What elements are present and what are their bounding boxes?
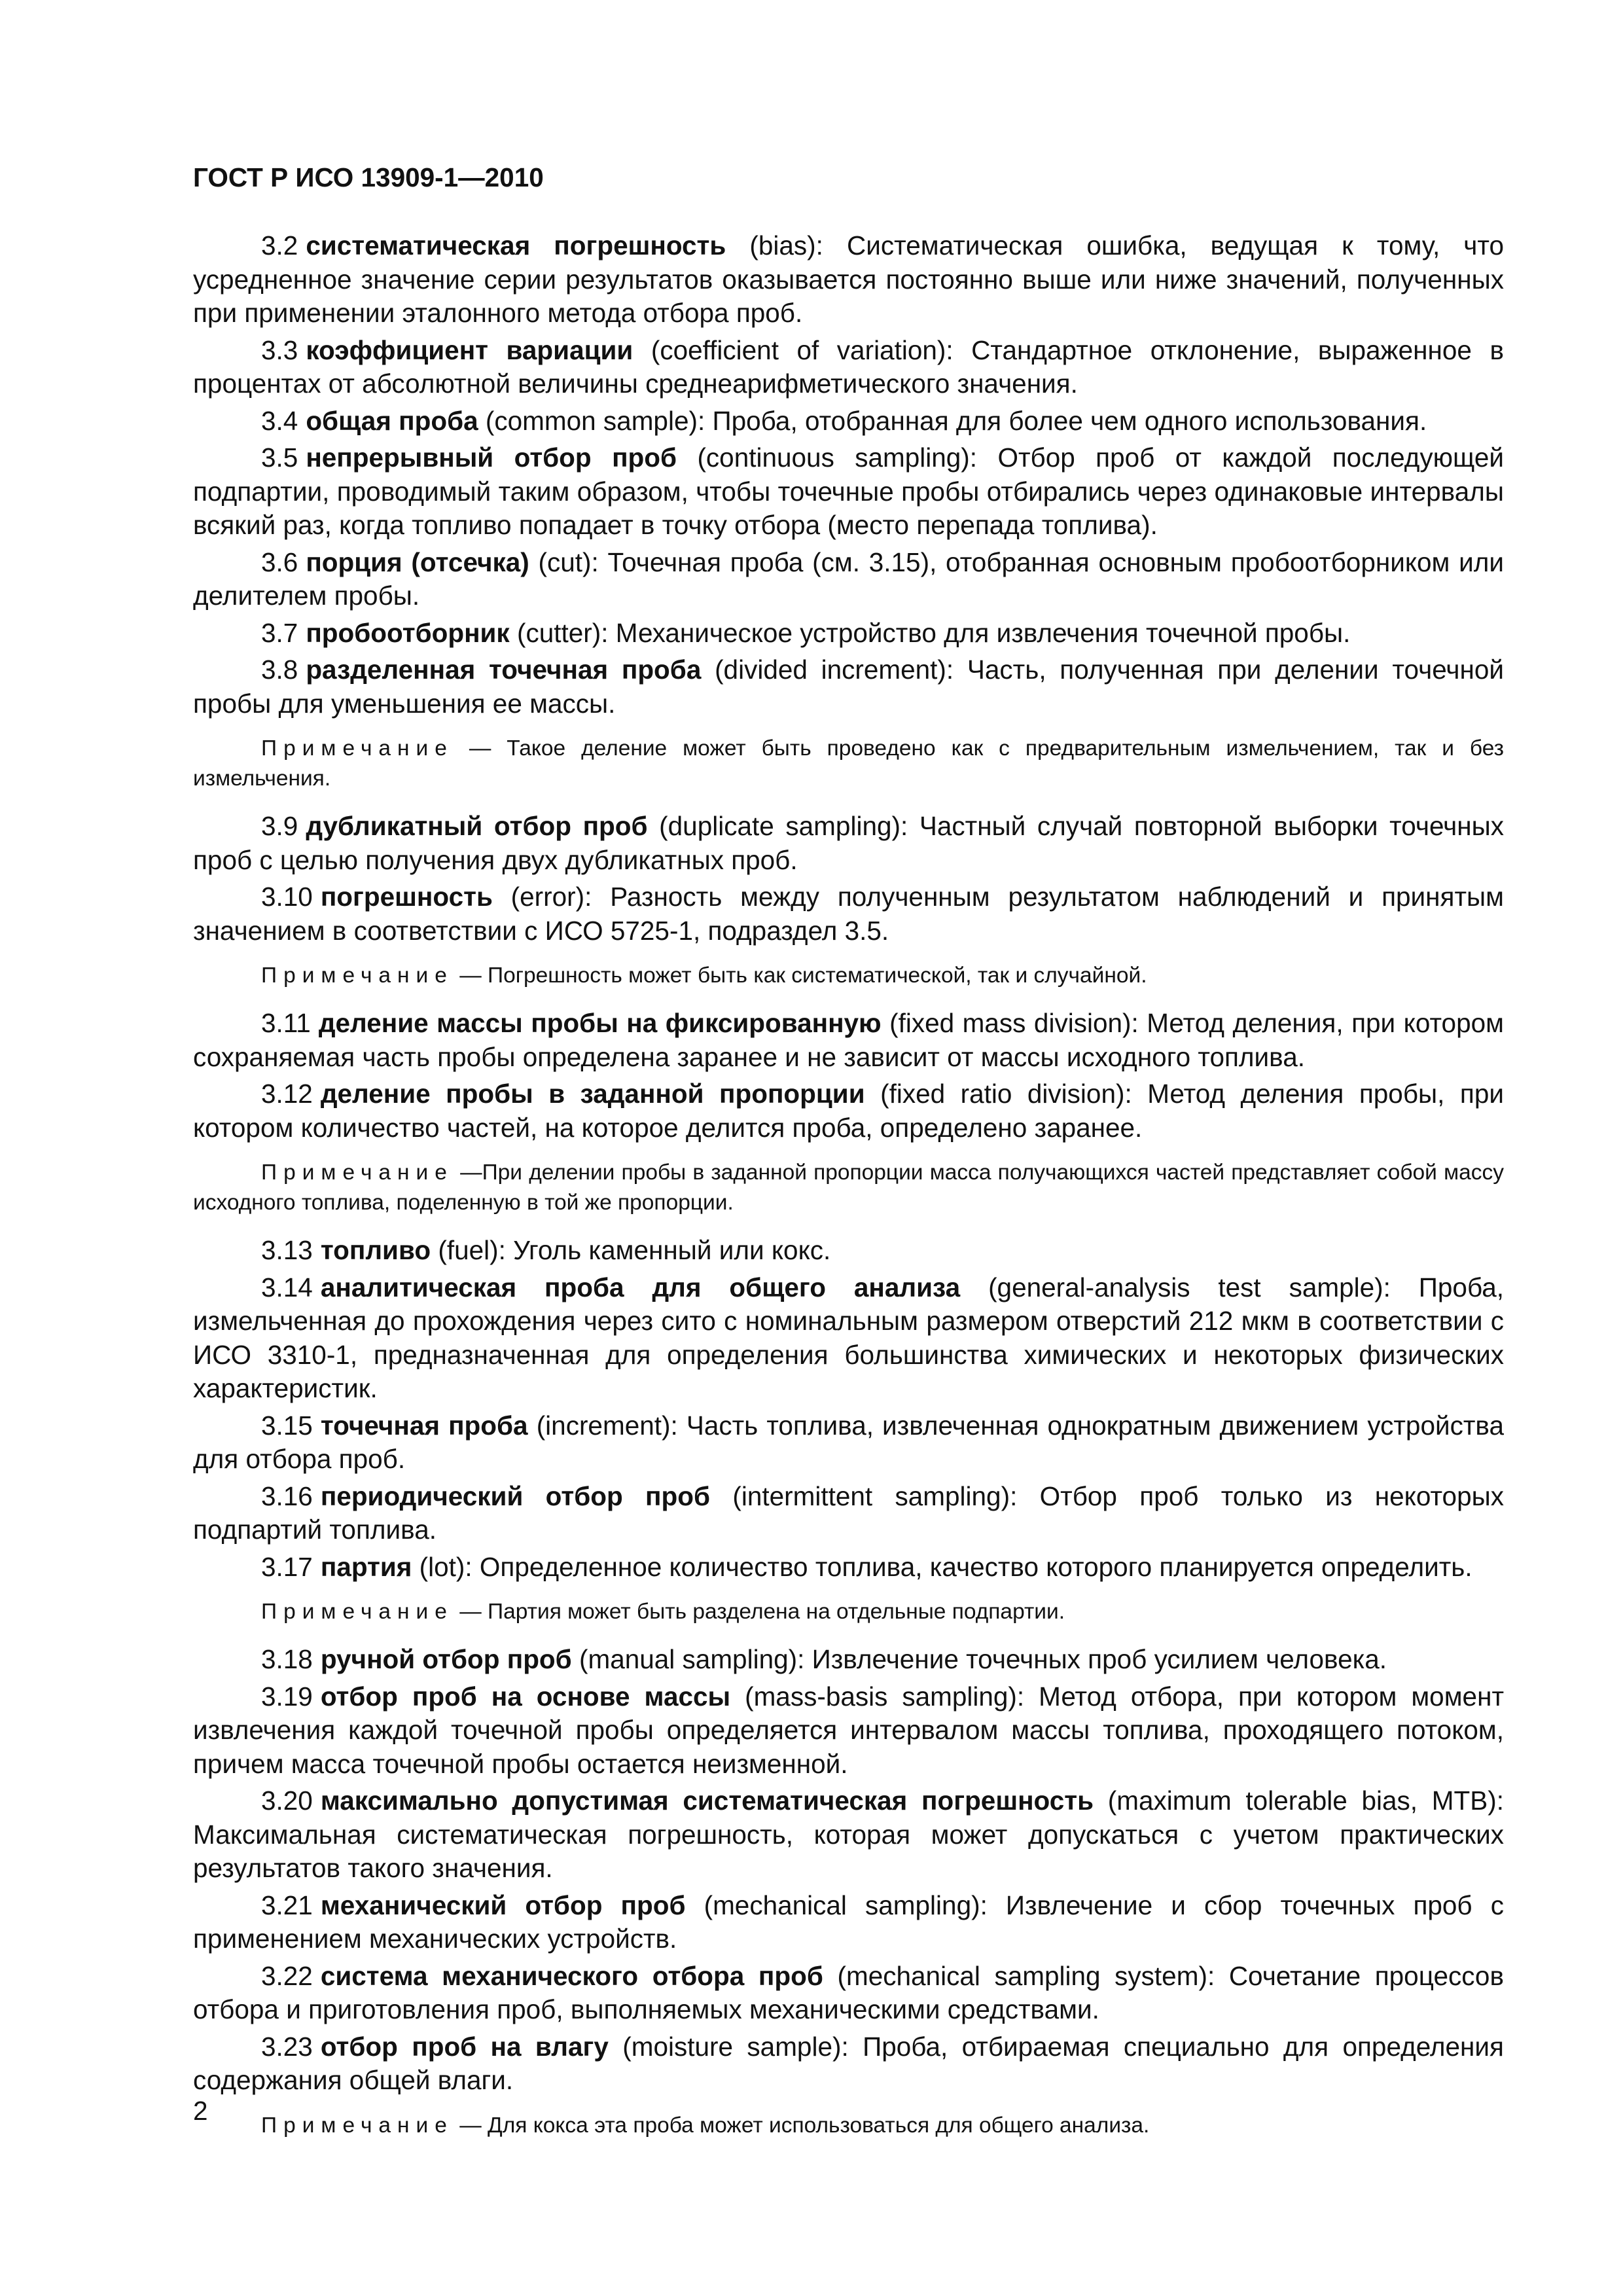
definition-3-6: 3.6 порция (отсечка) (cut): Точечная проба (см. 3.15), отобранная основным пробоотборником или делителем пробы. <box>193 547 1504 611</box>
definition-3-10: 3.10 погрешность (error): Разность между полученным результатом наблюдений и принятым значением в соответствии с ИСО 5725-1, подраздел 3.5. <box>193 882 1504 946</box>
term: система механического отбора проб <box>320 1960 823 1991</box>
definition-3-3: 3.3 коэффициент вариации (coefficient of variation): Стандартное отклонение, выраженное в процентах от абсолютной величины среднеарифметического значения. <box>193 334 1504 399</box>
term: периодический отбор проб <box>320 1480 711 1511</box>
definition-3-9: 3.9 дубликатный отбор проб (duplicate sampling): Частный случай повторной выборки точечных проб с целью получения двух дубликатных проб. <box>193 811 1504 875</box>
document-code-header: ГОСТ Р ИСО 13909-1—2010 <box>193 162 544 192</box>
term: деление пробы в заданной пропорции <box>320 1079 865 1109</box>
note-3-23: Примечание — Для кокса эта проба может использоваться для общего анализа. <box>261 2113 1150 2138</box>
note-3-8: Примечание — Такое деление может быть проведено как с предварительным измельчением, так и без измельчения. <box>193 736 1504 791</box>
definition-3-5: 3.5 непрерывный отбор проб (continuous sampling): Отбор проб от каждой последующей подпартии, проводимый таким образом, чтобы точечные пробы отбирались через одинаковые интервалы всякий раз, когда топливо попадает в точку отбора (место перепада топлива). <box>193 442 1504 540</box>
note-label: Примечание <box>261 736 454 761</box>
definition-3-15: 3.15 точечная проба (increment): Часть топлива, извлеченная однократным движением устройства для отбора проб. <box>193 1410 1504 1474</box>
definition-3-14: 3.14 аналитическая проба для общего анализа (general-analysis test sample): Проба, измельченная до прохождения через сито с номинальным размером отверстий 212 мкм в соответствии с ИСО 3310-1, предназначенная для определения большинства химических и некоторых физических характеристик. <box>193 1272 1504 1403</box>
definition-3-7: 3.7 пробоотборник (cutter): Механическое устройство для извлечения точечной пробы. <box>261 617 1351 648</box>
note-3-12: Примечание —При делении пробы в заданной пропорции масса получающихся частей представляет собой массу исходного топлива, поделенную в той же пропорции. <box>193 1160 1504 1215</box>
definitions-section <box>193 229 1504 2157</box>
definition-3-8: 3.8 разделенная точечная проба (divided increment): Часть, полученная при делении точечной пробы для уменьшения ее массы. <box>193 655 1504 719</box>
definition-3-4: 3.4 общая проба (common sample): Проба, отобранная для более чем одного использования. <box>261 405 1427 436</box>
document-page <box>193 0 1504 2296</box>
term: точечная проба <box>320 1410 528 1441</box>
term: систематическая погрешность <box>306 230 726 260</box>
definition-3-11: 3.11 деление массы пробы на фиксированную (fixed mass division): Метод деления, при котором сохраняемая часть пробы определена заранее и не зависит от массы исходного топлива. <box>193 1008 1504 1072</box>
definition-3-22: 3.22 система механического отбора проб (mechanical sampling system): Сочетание процессов отбора и приготовления проб, выполняемых механическими средствами. <box>193 1960 1504 2024</box>
note-3-10: Примечание — Погрешность может быть как систематической, так и случайной. <box>261 963 1147 988</box>
term: ручной отбор проб <box>320 1644 572 1674</box>
term: деление массы пробы на фиксированную <box>318 1008 882 1038</box>
definition-3-20: 3.20 максимально допустимая систематическая погрешность (maximum tolerable bias, MTB): Максимальная систематическая погрешность, которая может допускаться с учетом практических результатов такого значения. <box>193 1785 1504 1883</box>
term: партия <box>320 1551 412 1582</box>
definition-3-17: 3.17 партия (lot): Определенное количество топлива, качество которого планируется определить. <box>261 1551 1472 1582</box>
definition-3-13: 3.13 топливо (fuel): Уголь каменный или кокс. <box>261 1235 831 1265</box>
definition-3-19: 3.19 отбор проб на основе массы (mass-basis sampling): Метод отбора, при котором момент извлечения каждой точечной пробы определяется интервалом массы топлива, проходящего потоком, причем масса точечной пробы остается неизменной. <box>193 1681 1504 1779</box>
term: максимально допустимая систематическая погрешность <box>320 1785 1094 1816</box>
note-label: Примечание <box>261 963 454 988</box>
definition-3-23: 3.23 отбор проб на влагу (moisture sample): Проба, отбираемая специально для определения содержания общей влаги. <box>193 2031 1504 2095</box>
term: дубликатный отбор проб <box>306 811 648 841</box>
definition-3-2: 3.2 систематическая погрешность (bias): Систематическая ошибка, ведущая к тому, что усредненное значение серии результатов оказывается постоянно выше или ниже значений, полученных при применении эталонного метода отбора проб. <box>193 230 1505 328</box>
term: порция (отсечка) <box>306 547 529 577</box>
term: отбор проб на влагу <box>320 2031 609 2062</box>
term: механический отбор проб <box>320 1890 686 1920</box>
term: непрерывный отбор проб <box>306 442 677 473</box>
term: аналитическая проба для общего анализа <box>320 1272 961 1302</box>
note-label: Примечание <box>261 1160 454 1185</box>
term: общая проба <box>306 405 478 436</box>
note-label: Примечание <box>261 1600 454 1624</box>
term: коэффициент вариации <box>306 334 633 365</box>
term: разделенная точечная проба <box>306 655 702 685</box>
term: топливо <box>320 1235 431 1265</box>
definition-3-18: 3.18 ручной отбор проб (manual sampling): Извлечение точечных проб усилием человека. <box>261 1644 1387 1674</box>
definition-3-12: 3.12 деление пробы в заданной пропорции (fixed ratio division): Метод деления пробы, при котором количество частей, на которое делится проба, определено заранее. <box>193 1079 1504 1143</box>
page-number: 2 <box>193 2096 208 2126</box>
term: погрешность <box>320 882 493 912</box>
note-3-17: Примечание — Партия может быть разделена на отдельные подпартии. <box>261 1600 1065 1624</box>
term: пробоотборник <box>306 617 510 648</box>
note-label: Примечание <box>261 2113 454 2138</box>
definition-3-21: 3.21 механический отбор проб (mechanical sampling): Извлечение и сбор точечных проб с применением механических устройств. <box>193 1890 1504 1954</box>
term: отбор проб на основе массы <box>320 1681 731 1712</box>
definition-3-16: 3.16 периодический отбор проб (intermittent sampling): Отбор проб только из некоторых подпартий топлива. <box>193 1480 1504 1545</box>
